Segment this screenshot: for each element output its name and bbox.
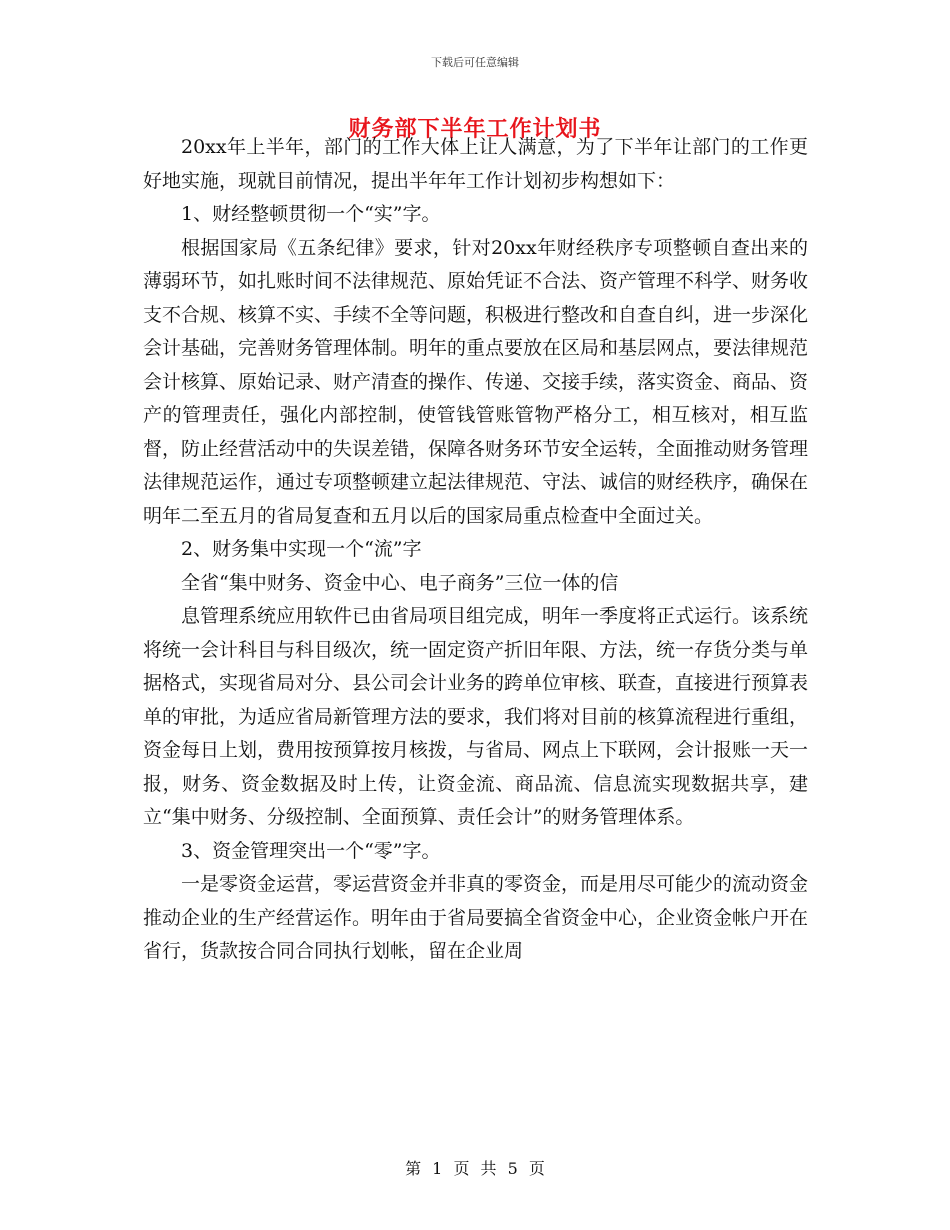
- paragraph-section-2: 息管理系统应用软件已由省局项目组完成，明年一季度将正式运行。该系统将统一会计科目与科目级次，统一固定资产折旧年限、方法，统一存货分类与单据格式，实现省局对分、县公司会计业务的跨单位审核、联查，直接进行预算表单的审批，为适应省局新管理方法的要求，我们将对目前的核算流程进行重组，资金每日上划，费用按预算按月核拨，与省局、网点上下联网，会计报账一天一报，财务、资金数据及时上传，让资金流、商品流、信息流实现数据共享，建立“集中财务、分级控制、全面预算、责任会计”的财务管理体系。: [143, 605, 809, 828]
- paragraph-heading-3: 3、资金管理突出一个“零”字。: [181, 839, 441, 862]
- header-note: 下载后可任意编辑: [431, 56, 519, 69]
- paragraph-section-1: 根据国家局《五条纪律》要求，针对20xx年财经秩序专项整顿自查出来的薄弱环节，如扎账时间不法律规范、原始凭证不合法、资产管理不科学、财务收支不合规、核算不实、手续不全等问题，积极进行整改和自查自纠，进一步深化会计基础，完善财务管理体制。明年的重点要放在区局和基层网点，要法律规范会计核算、原始记录、财产清查的操作、传递、交接手续，落实资金、商品、资产的管理责任，强化内部控制，使管钱管账管物严格分工，相互核对，相互监督，防止经营活动中的失误差错，保障各财务环节安全运转，全面推动财务管理法律规范运作，通过专项整顿建立起法律规范、守法、诚信的财经秩序，确保在明年二至五月的省局复查和五月以后的国家局重点检查中全面过关。: [143, 236, 809, 527]
- paragraph-heading-1: 1、财经整顿贯彻一个“实”字。: [181, 203, 441, 225]
- paragraph-section-3: 一是零资金运营，零运营资金并非真的零资金，而是用尽可能少的流动资金推动企业的生产经营运作。明年由于省局要搞全省资金中心，企业资金帐户开在省行，货款按合同合同执行划帐，留在企业周: [143, 873, 809, 962]
- document-body: [143, 131, 808, 969]
- document-title: 财务部下半年工作计划书: [348, 117, 602, 142]
- paragraph-intro: 20xx年上半年，部门的工作大体上让人满意，为了下半年让部门的工作更好地实施，现就目前情况，提出半年年工作计划初步构想如下：: [143, 136, 808, 192]
- paragraph-section-2-lead: 全省“集中财务、资金中心、电子商务”三位一体的信: [181, 571, 619, 594]
- page-number-footer: 第 1 页 共 5 页: [405, 1159, 545, 1178]
- paragraph-heading-2: 2、财务集中实现一个“流”字: [181, 538, 422, 560]
